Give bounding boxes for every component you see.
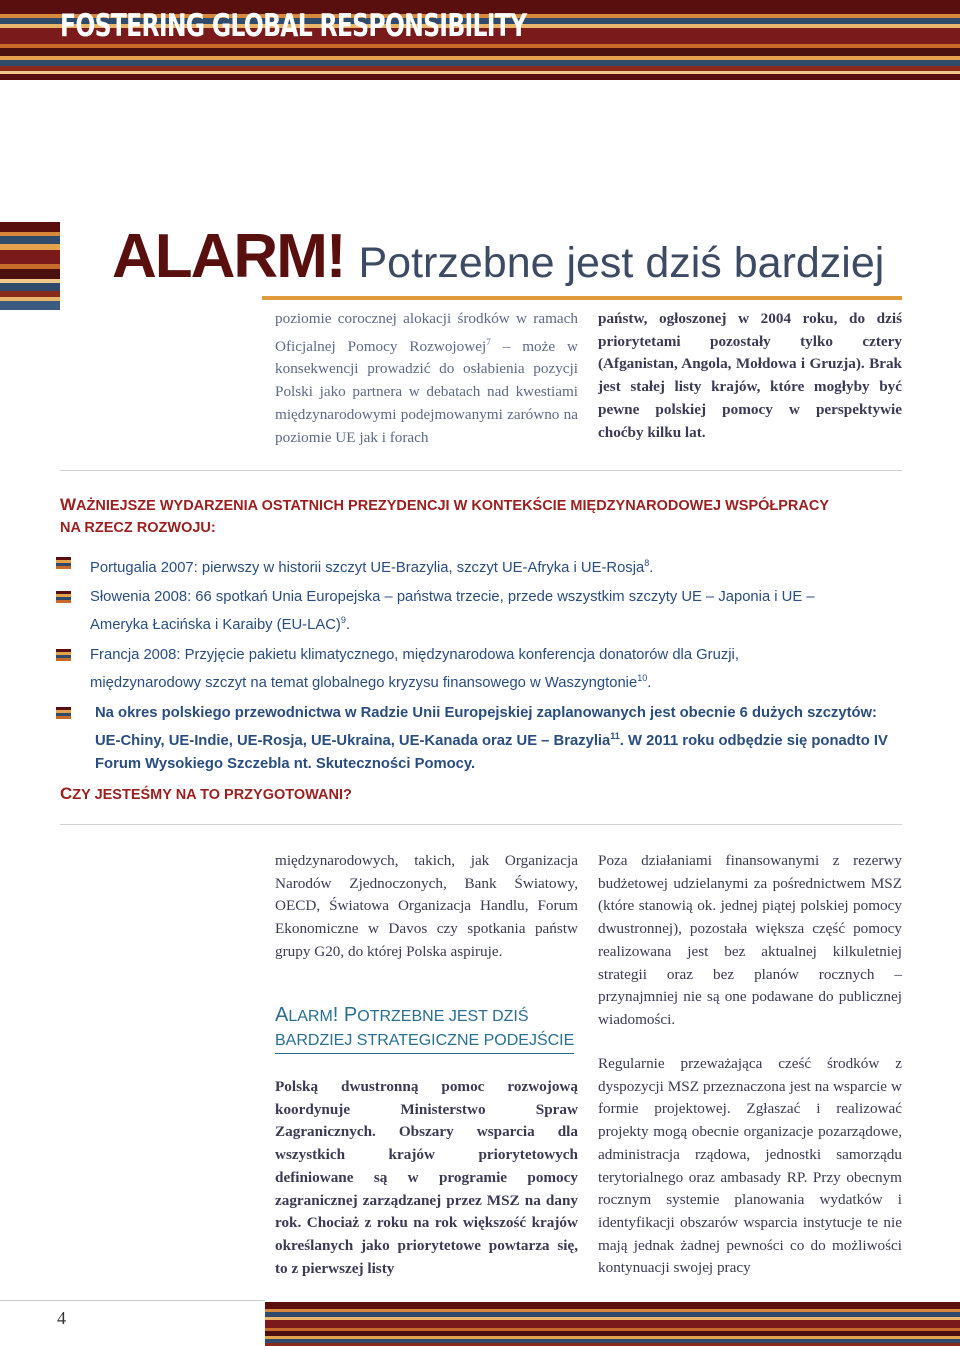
- lower-right-text2: Regularnie przeważająca cześć środków z dyspozycji MSZ przeznaczona jest na wsparcie w formie projektowej. Zgłaszać i realizować projekty mogą obecnie organizacje pozarządowe, administracja rządowa, jednostki samorządu terytorialnego oraz ambasady RP. Przy obecnym rocznym systemie planowania wydatków i identyfikacji obszarów wsparcia instytucje te nie mają jednak żadnej pewności co do możliwości kontynuacji swojej pracy: [598, 1055, 902, 1277]
- event-text: Francja 2008: Przyjęcie pakietu klimatycznego, międzynarodowa konferencja donatorów dla Gruzji, międzynarodowy szczyt na temat globalnego kryzysu finansowego w Waszyngtonie: [90, 647, 739, 691]
- section-heading-cap2: ! P: [332, 1004, 358, 1026]
- footnote-ref: 10: [637, 673, 648, 683]
- bullet-icon: [56, 591, 71, 603]
- events-question-text: ZY JESTEŚMY NA TO PRZYGOTOWANI?: [72, 787, 352, 803]
- events-question-cap: C: [60, 784, 73, 803]
- lower-right-para2: [598, 1053, 902, 1280]
- event-item: [95, 702, 905, 776]
- event-text: Portugalia 2007: pierwszy w historii szczyt UE-Brazylia, szczyt UE-Afryka i UE-Rosja: [90, 559, 645, 576]
- headline-rest: Potrzebne jest dziś bardziej: [358, 239, 885, 287]
- events-heading-line1: AŻNIEJSZE WYDARZENIA OSTATNICH PREZYDENCJI W KONTEKŚCIE MIĘDZYNARODOWEJ WSPÓŁPRACY: [76, 498, 830, 514]
- lower-left-para1: [275, 850, 578, 964]
- section-heading-part1: LARM: [288, 1008, 333, 1025]
- section-heading-line2: BARDZIEJ STRATEGICZNE PODEJŚCIE: [275, 1029, 574, 1054]
- footnote-ref: 7: [486, 336, 491, 347]
- lower-right-text1: Poza działaniami finansowanymi z rezerwy budżetowej udzielanymi za pośrednictwem MSZ (które stanowią ok. jednej piątej polskiej pomocy dwustronnej), pozostała większa część pomocy realizowana jest bez aktualnej kilkuletniej strategii oraz bez planów rocznych – przynajmniej nie są one podawane do publicznej wiadomości.: [598, 852, 902, 1028]
- events-heading-cap: W: [60, 495, 77, 514]
- events-heading-line2: NA RZECZ ROZWOJU:: [60, 520, 216, 536]
- events-heading: [60, 494, 900, 539]
- event-text-end: .: [647, 674, 652, 691]
- intro-left-text-rest: – może w konsekwencji prowadzić do osłabienia pozycji Polski jako partnera w debatach nad kwestiami międzynarodowymi podejmowanymi zarówno na poziomie UE jak i forach: [275, 337, 578, 446]
- section-heading-part2: OTRZEBNE JEST DZIŚ: [357, 1008, 529, 1025]
- lower-left-text2: Polską dwustronną pomoc rozwojową koordynuje Ministerstwo Spraw Zagranicznych. Obszary wsparcia dla wszystkich krajów priorytetowych definiowane są w programie pomocy zagranicznej zarządzanej przez MSZ na dany rok. Chociaż z roku na rok większość krajów określanych jako priorytetowe powtarza się, to z pierwszej listy: [275, 1078, 578, 1277]
- footnote-ref: 8: [644, 558, 650, 568]
- section-heading: [275, 1003, 574, 1054]
- headline-underline: [262, 296, 902, 300]
- intro-left-text: poziomie corocznej alokacji środków w ramach Oficjalnej Pomocy Rozwojowej: [275, 310, 578, 355]
- lower-left-text1: międzynarodowych, takich, jak Organizacja Narodów Zjednoczonych, Bank Światowy, OECD, Światowa Organizacja Handlu, Forum Ekonomiczne w Davos czy spotkania państw grupy G20, do której Polska aspiruje.: [275, 852, 578, 960]
- event-text: Słowenia 2008: 66 spotkań Unia Europejska – państwa trzecie, przede wszystkim szczyty UE – Japonia i UE – Ameryka Łacińska i Karaiby (EU-LAC): [90, 589, 815, 633]
- footer-stripes: [265, 1302, 960, 1346]
- lower-left-para2: [275, 1076, 578, 1280]
- intro-right-text: państw, ogłoszonej w 2004 roku, do dziś priorytetami pozostały tylko cztery (Afganistan, Angola, Mołdowa i Gruzja). Brak jest stałej listy krajów, które mogłyby być pewne polskiej pomocy w perspektywie choćby kilku lat.: [598, 310, 902, 441]
- event-text: Na okres polskiego przewodnictwa w Radzie Unii Europejskiej zaplanowanych jest obecnie 6 dużych szczytów: UE-Chiny, UE-Indie, UE-Rosja, UE-Ukraina, UE-Kanada oraz UE – Brazylia: [95, 705, 877, 749]
- event-text-end: .: [649, 559, 654, 576]
- lower-right-para1: [598, 850, 902, 1032]
- headline-stripes: [0, 222, 60, 310]
- footnote-ref: 11: [610, 731, 620, 741]
- intro-right-column: [598, 308, 902, 444]
- footer-rule: [0, 1300, 265, 1301]
- banner-title: FOSTERING GLOBAL RESPONSIBILITY: [60, 8, 527, 44]
- event-text-end: .: [345, 616, 350, 633]
- divider-bottom: [60, 824, 902, 825]
- intro-left-column: [275, 308, 578, 449]
- page-number: 4: [57, 1308, 66, 1328]
- event-item: [90, 586, 850, 637]
- bullet-icon: [56, 707, 71, 719]
- events-question: [60, 783, 352, 806]
- bullet-icon: [56, 649, 71, 661]
- event-item: [90, 552, 910, 580]
- divider-top: [60, 470, 902, 471]
- headline-alarm: ALARM!: [112, 222, 345, 291]
- footnote-ref: 9: [340, 615, 346, 625]
- section-heading-cap1: A: [275, 1004, 289, 1026]
- event-text-end: . W 2011 roku odbędzie się ponadto IV Forum Wysokiego Szczebla nt. Skuteczności Pomocy.: [95, 732, 888, 772]
- bullet-icon: [56, 557, 71, 569]
- event-item: [90, 644, 830, 695]
